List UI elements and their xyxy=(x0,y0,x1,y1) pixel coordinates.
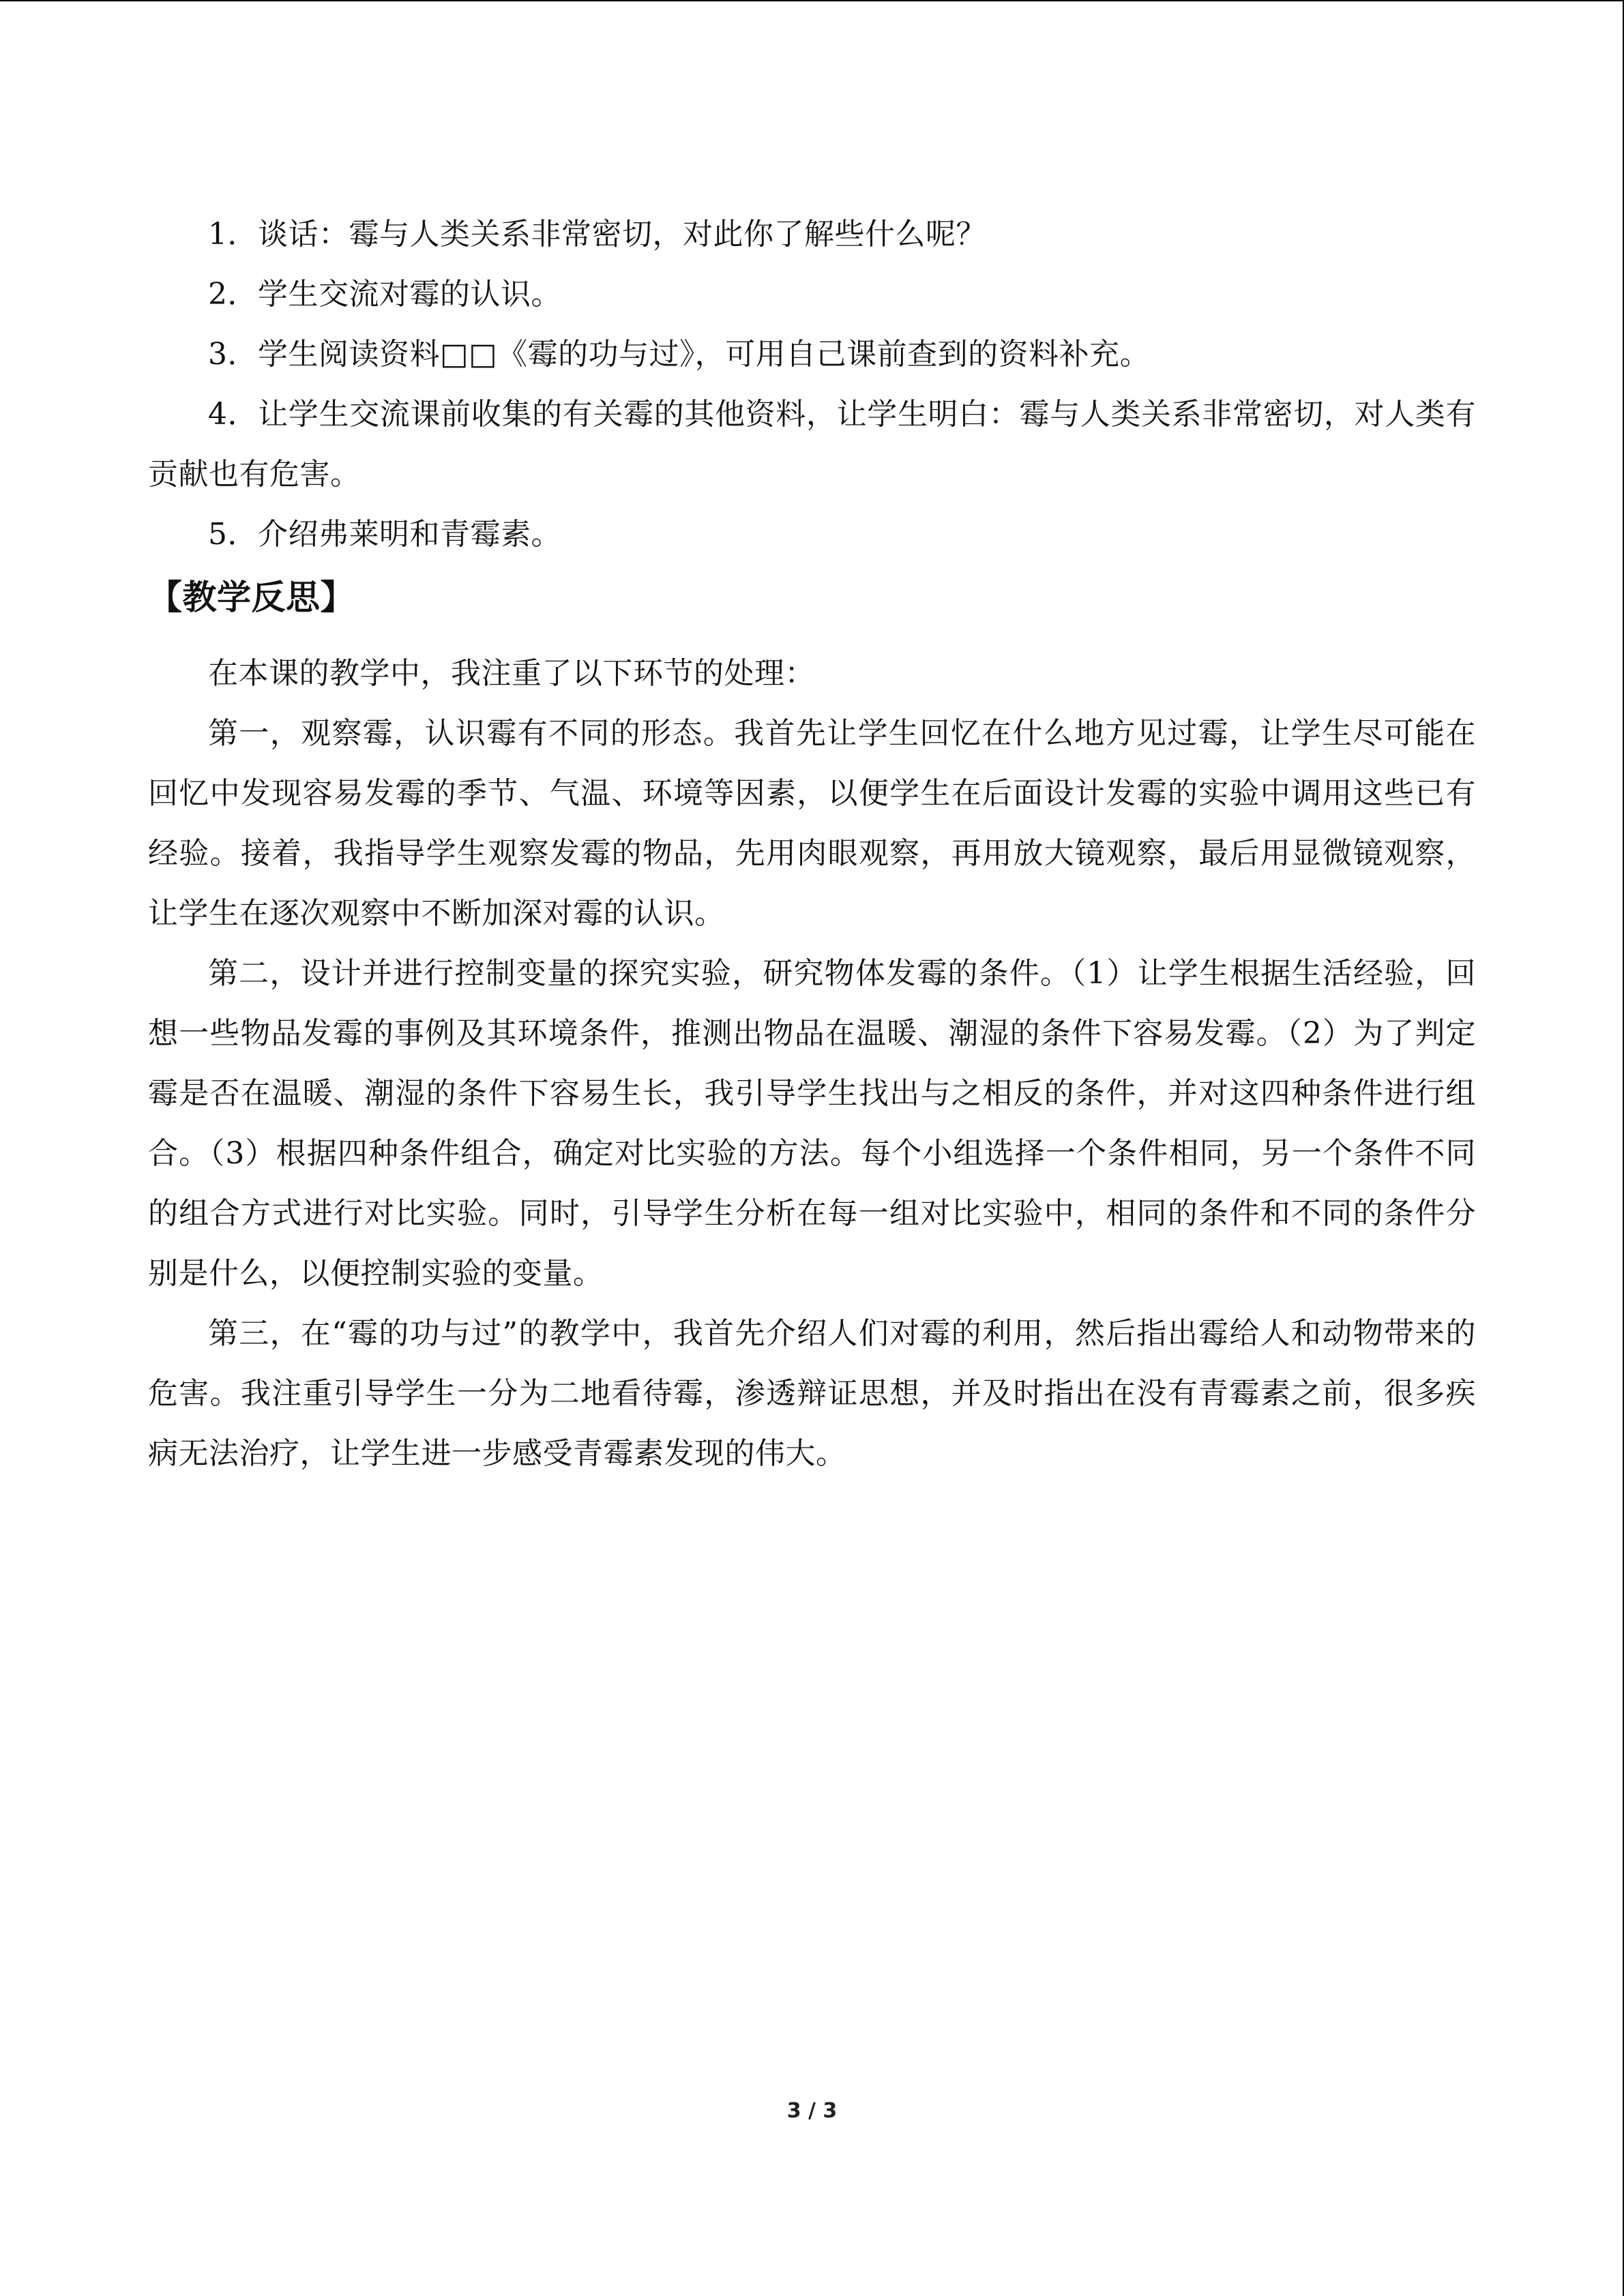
paragraph: 第三，在“霉的功与过”的教学中，我首先介绍人们对霉的利用，然后指出霉给人和动物带来的危害。我注重引导学生一分为二地看待霉，渗透辩证思想，并及时指出在没有青霉素之前，很多疾病无法治疗，让学生进一步感受青霉素发现的伟大。 xyxy=(148,1316,1476,1471)
section-heading: 【教学反思】 xyxy=(148,578,355,617)
list-item: 2．学生交流对霉的认识。 xyxy=(208,277,561,312)
page-number: 3 / 3 xyxy=(786,2099,838,2123)
document-body xyxy=(148,205,1476,1484)
paragraph: 第一，观察霉，认识霉有不同的形态。我首先让学生回忆在什么地方见过霉，让学生尽可能在回忆中发现容易发霉的季节、气温、环境等因素，以便学生在后面设计发霉的实验中调用这些已有经验。接着，我指导学生观察发霉的物品，先用肉眼观察，再用放大镜观察，最后用显微镜观察，让学生在逐次观察中不断加深对霉的认识。 xyxy=(148,716,1476,931)
paragraph: 在本课的教学中，我注重了以下环节的处理： xyxy=(208,656,815,691)
list-item: 4．让学生交流课前收集的有关霉的其他资料，让学生明白：霉与人类关系非常密切，对人类有贡献也有危害。 xyxy=(148,397,1476,492)
list-item: 5．介绍弗莱明和青霉素。 xyxy=(208,517,561,552)
paragraph: 第二，设计并进行控制变量的探究实验，研究物体发霉的条件。（1）让学生根据生活经验，回想一些物品发霉的事例及其环境条件，推测出物品在温暖、潮湿的条件下容易发霉。（2）为了判定霉是否在温暖、潮湿的条件下容易生长，我引导学生找出与之相反的条件，并对这四种条件进行组合。（3）根据四种条件组合，确定对比实验的方法。每个小组选择一个条件相同，另一个条件不同的组合方式进行对比实验。同时，引导学生分析在每一组对比实验中，相同的条件和不同的条件分别是什么，以便控制实验的变量。 xyxy=(148,956,1476,1291)
list-item: 3．学生阅读资料□□《霉的功与过》，可用自己课前查到的资料补充。 xyxy=(208,337,1151,372)
list-item: 1．谈话：霉与人类关系非常密切，对此你了解些什么呢？ xyxy=(208,217,986,252)
